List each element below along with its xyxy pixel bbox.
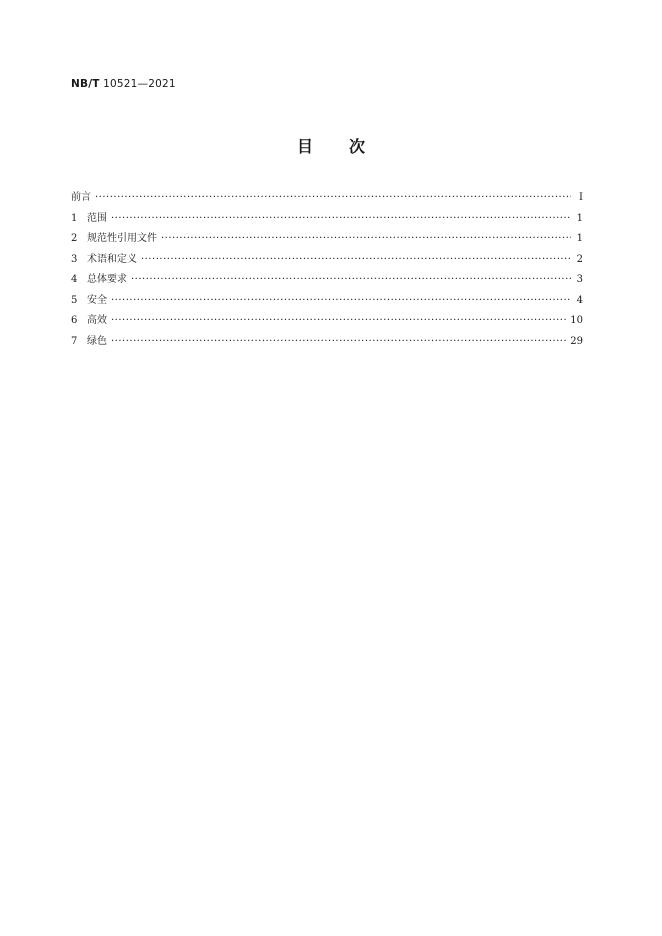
toc-page-number: 2	[576, 253, 583, 265]
toc-page-number: 29	[570, 335, 583, 347]
toc-section-number: 4	[71, 274, 78, 285]
document-code	[71, 78, 176, 90]
toc-section-title: 范围	[87, 212, 107, 224]
standard-number: 10521—2021	[103, 78, 176, 90]
toc-section-number: 6	[71, 315, 78, 326]
toc-entry[interactable]	[71, 311, 583, 332]
toc-section-title: 前言	[71, 192, 91, 203]
toc-page-number: I	[579, 192, 583, 203]
toc-dot-leader	[161, 229, 571, 250]
toc-page-number: 4	[576, 294, 583, 306]
toc-entry[interactable]	[71, 250, 583, 271]
toc-dot-leader	[111, 311, 566, 332]
toc-entry[interactable]	[71, 291, 583, 312]
toc-page-number: 10	[570, 315, 583, 326]
toc-page-number: 3	[576, 274, 583, 285]
toc-entry[interactable]	[71, 188, 583, 209]
toc-section-number: 7	[71, 335, 78, 347]
toc-section-title: 总体要求	[87, 274, 127, 285]
toc-entry[interactable]	[71, 209, 583, 230]
page-title: 目次	[296, 137, 401, 156]
toc-section-title: 术语和定义	[87, 253, 137, 265]
toc-section-number: 2	[71, 233, 78, 244]
toc-dot-leader	[141, 250, 571, 271]
standard-prefix: NB/T	[71, 78, 100, 90]
toc-section-title: 绿色	[87, 335, 107, 347]
toc-page-number: 1	[576, 233, 583, 244]
toc-entry[interactable]	[71, 270, 583, 291]
toc-dot-leader	[131, 270, 571, 291]
toc-section-title: 安全	[87, 294, 107, 306]
toc-section-title: 规范性引用文件	[87, 233, 157, 244]
toc-dot-leader	[95, 188, 571, 209]
toc-section-title: 高效	[87, 315, 107, 326]
toc-section-number: 5	[71, 294, 78, 306]
toc-dot-leader	[111, 291, 571, 312]
toc-section-number: 1	[71, 212, 78, 224]
toc-entry[interactable]	[71, 332, 583, 353]
toc-dot-leader	[111, 209, 571, 230]
toc-dot-leader	[111, 332, 566, 353]
toc-page-number: 1	[576, 212, 583, 224]
toc-section-number: 3	[71, 253, 78, 265]
toc-entry[interactable]	[71, 229, 583, 250]
table-of-contents	[71, 188, 583, 352]
